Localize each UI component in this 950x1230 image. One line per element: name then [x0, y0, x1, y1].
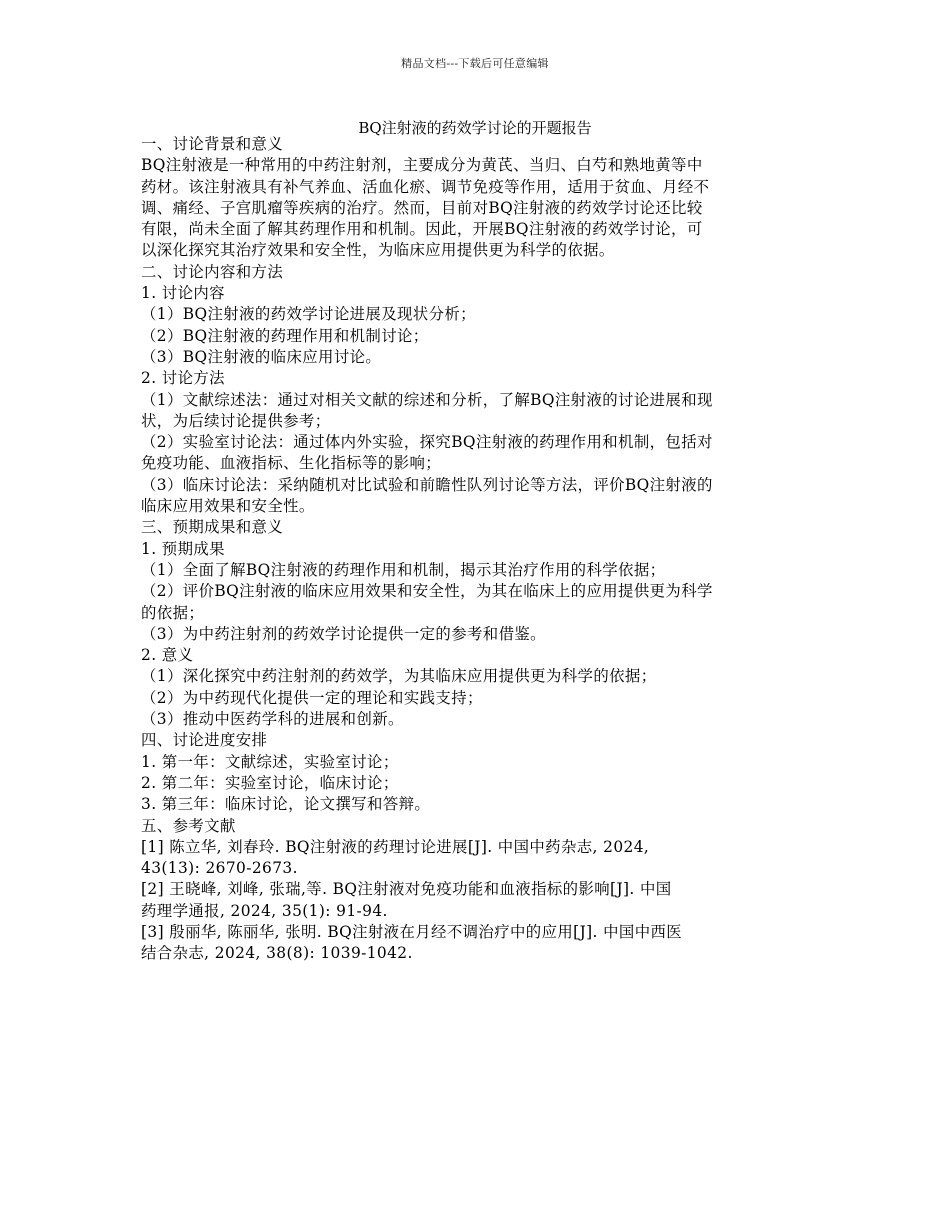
list-item-continuation: 免疫功能、血液指标、生化指标等的影响；: [141, 454, 442, 473]
subsection-heading: 2. 讨论方法: [141, 369, 225, 388]
subsection-heading: 2. 意义: [141, 646, 194, 665]
paragraph-line: 调、痛经、子宫肌瘤等疾病的治疗。然而，目前对BQ注射液的药效学讨论还比较: [141, 198, 703, 217]
list-item-continuation: 的依据；: [141, 603, 205, 622]
list-item: （3）为中药注射剂的药效学讨论提供一定的参考和借鉴。: [141, 624, 546, 643]
list-item: （3）推动中医药学科的进展和创新。: [141, 710, 404, 729]
list-item: （2）评价BQ注射液的临床应用效果和安全性，为其在临床上的应用提供更为科学: [141, 582, 713, 601]
list-item-continuation: 临床应用效果和安全性。: [141, 497, 315, 516]
list-item: （3）BQ注射液的临床应用讨论。: [141, 347, 382, 366]
section-heading: 四、讨论进度安排: [141, 731, 268, 750]
list-item: 3. 第三年：临床讨论，论文撰写和答辩。: [141, 795, 431, 814]
paragraph-line: BQ注射液是一种常用的中药注射剂，主要成分为黄芪、当归、白芍和熟地黄等中: [141, 156, 703, 175]
reference-item: [2] 王晓峰, 刘峰, 张瑞,等. BQ注射液对免疫功能和血液指标的影响[J]. 中国: [141, 880, 672, 899]
list-item: 1. 第一年：文献综述，实验室讨论；: [141, 752, 399, 771]
list-item: （2）BQ注射液的药理作用和机制讨论；: [141, 326, 429, 345]
list-item: （2）实验室讨论法：通过体内外实验，探究BQ注射液的药理作用和机制，包括对: [141, 433, 713, 452]
section-heading: 二、讨论内容和方法: [141, 262, 284, 281]
list-item: （1）深化探究中药注射剂的药效学，为其临床应用提供更为科学的依据；: [141, 667, 657, 686]
page-header: 精品文档---下载后可任意编辑: [401, 57, 549, 70]
section-heading: 五、参考文献: [141, 816, 236, 835]
document-title: BQ注射液的药效学讨论的开题报告: [358, 119, 592, 137]
list-item: （2）为中药现代化提供一定的理论和实践支持；: [141, 688, 483, 707]
list-item: （1）BQ注射液的药效学讨论进展及现状分析；: [141, 305, 476, 324]
paragraph-line: 有限，尚未全面了解其药理作用和机制。因此，开展BQ注射液的药效学讨论，可: [141, 220, 703, 239]
paragraph-line: 以深化探究其治疗效果和安全性，为临床应用提供更为科学的依据。: [141, 241, 615, 260]
document-body: [141, 134, 813, 965]
subsection-heading: 1. 预期成果: [141, 539, 225, 558]
list-item: （1）全面了解BQ注射液的药理作用和机制，揭示其治疗作用的科学依据；: [141, 560, 666, 579]
section-heading: 一、讨论背景和意义: [141, 135, 284, 153]
reference-item: [1] 陈立华, 刘春玲. BQ注射液的药理讨论进展[J]. 中国中药杂志, 2024,: [141, 837, 650, 856]
list-item: 2. 第二年：实验室讨论，临床讨论；: [141, 773, 399, 792]
subsection-heading: 1. 讨论内容: [141, 284, 225, 303]
list-item: （1）文献综述法：通过对相关文献的综述和分析，了解BQ注射液的讨论进展和现: [141, 390, 713, 409]
reference-item: [3] 殷丽华, 陈丽华, 张明. BQ注射液在月经不调治疗中的应用[J]. 中国中西医: [141, 922, 683, 941]
list-item-continuation: 状，为后续讨论提供参考；: [141, 411, 331, 430]
reference-continuation: 药理学通报, 2024, 35(1): 91-94.: [141, 901, 388, 920]
reference-continuation: 结合杂志, 2024, 38(8): 1039-1042.: [141, 944, 413, 963]
paragraph-line: 药材。该注射液具有补气养血、活血化瘀、调节免疫等作用，适用于贫血、月经不: [141, 177, 710, 196]
list-item: （3）临床讨论法：采纳随机对比试验和前瞻性队列讨论等方法，评价BQ注射液的: [141, 475, 713, 494]
section-heading: 三、预期成果和意义: [141, 518, 284, 537]
reference-continuation: 43(13): 2670-2673.: [141, 859, 298, 878]
